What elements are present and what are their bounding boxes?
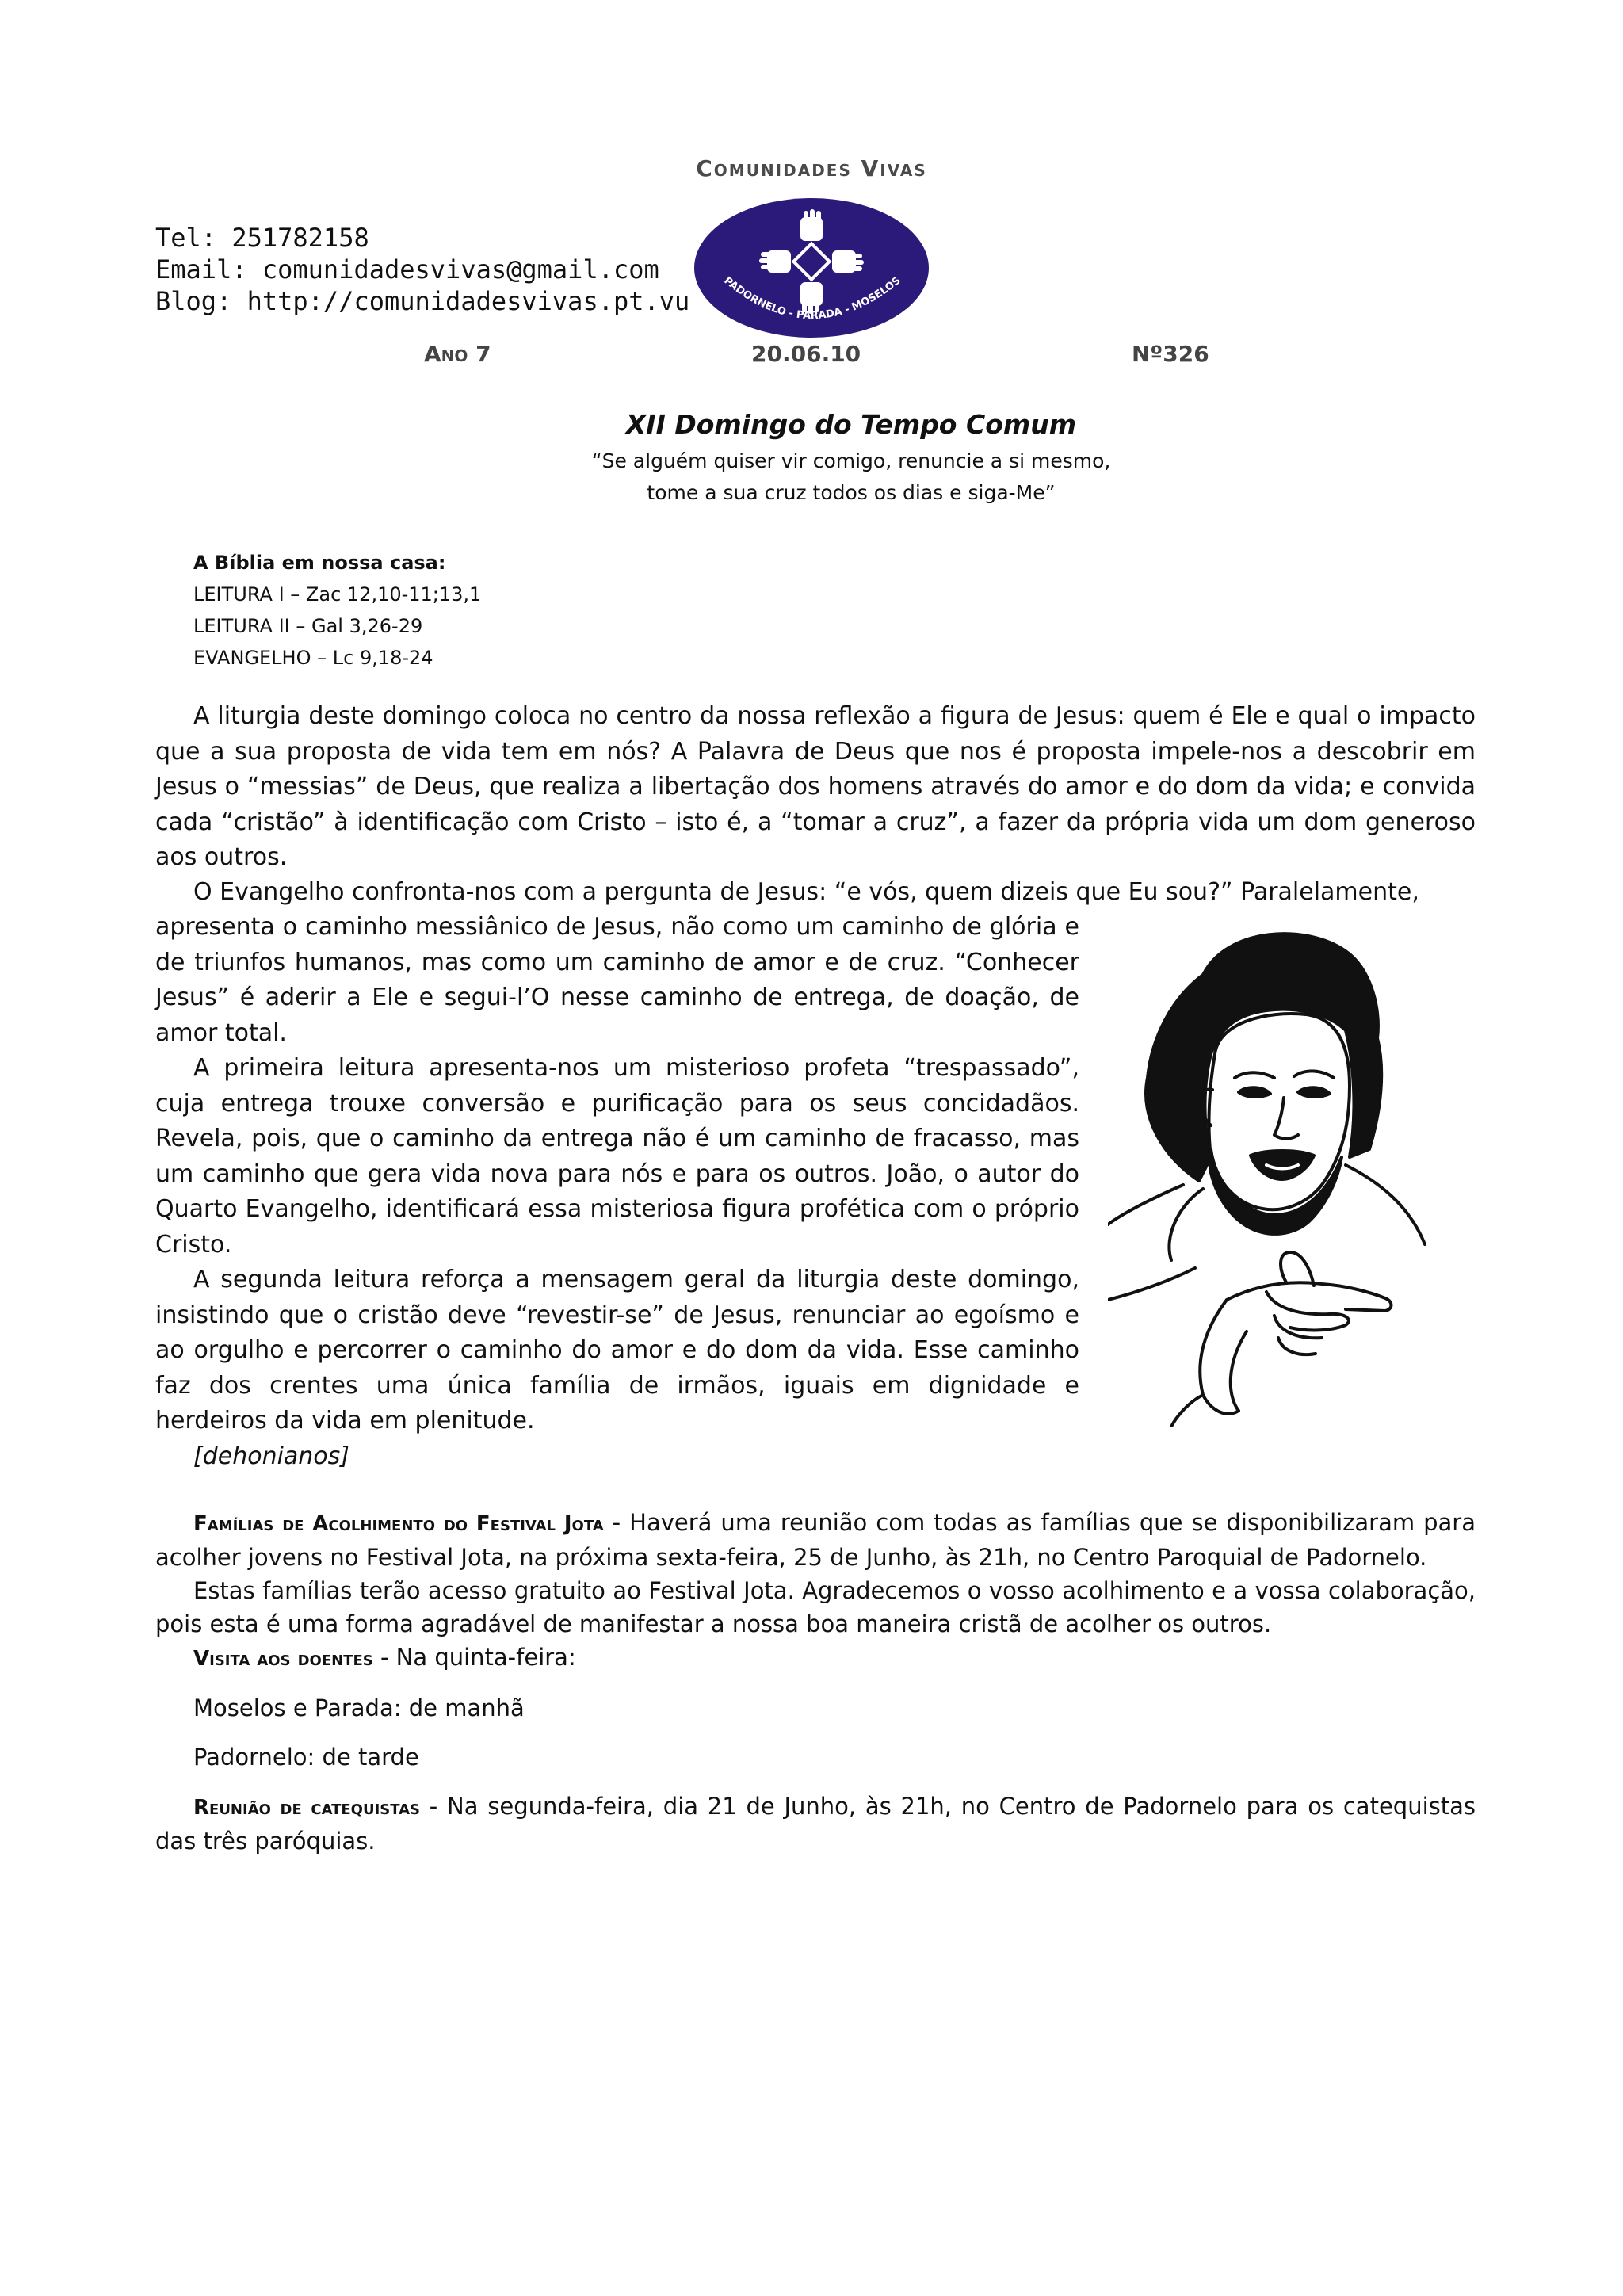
reflection-paragraph-1: A liturgia deste domingo coloca no centro da nossa reflexão a figura de Jesus: quem é Ele e qual o impacto que a sua proposta de vida tem em nós? A Palavra de Deus que nos é proposta impele-nos a descobrir em Jesus o “messias” de Deus, que realiza a libertação dos homens através do amor e do dom da vida; e convida cada “cristão” à identificação com Cristo – isto é, a “tomar a cruz”, a fazer da própria vida um dom generoso aos outros. bbox=[155, 702, 1476, 871]
contact-email: Email: comunidadesvivas@gmail.com bbox=[155, 254, 659, 285]
notice-visit-moselos: Moselos e Parada: de manhã bbox=[193, 1694, 525, 1721]
issue-year: Ano 7 bbox=[424, 341, 491, 367]
reflection-paragraph-3: A primeira leitura apresenta-nos um misterioso profeta “trespassado”, cuja entrega trouxe conversão e purificação para os seus concidadãos. Revela, pois, que o caminho da entrega não é um caminho de fracasso, mas um caminho que gera vida nova para nós e para os outros. João, o autor do Quarto Evangelho, identificará essa misteriosa figura profética com o próprio Cristo. bbox=[155, 1054, 1079, 1259]
reflection-paragraph-2-start: O Evangelho confronta-nos com a pergunta de Jesus: “e vós, quem dizeis que Eu sou?” Paralelamente, bbox=[193, 878, 1419, 906]
issue-date: 20.06.10 bbox=[751, 341, 861, 367]
notice-catechists-heading: Reunião de catequistas bbox=[193, 1796, 421, 1820]
notice-catechists-text: - Na segunda-feira, dia 21 de Junho, às 21h, no Centro de Padornelo para os catequistas das três paróquias. bbox=[155, 1793, 1476, 1855]
reflection-column bbox=[155, 910, 1079, 1474]
contact-phone: Tel: 251782158 bbox=[155, 223, 369, 253]
contact-block bbox=[155, 222, 689, 317]
notice-festival-2: Estas famílias terão acesso gratuito ao Festival Jota. Agradecemos o vosso acolhimento e a vossa colaboração, pois esta é uma forma agradável de manifestar a nossa boa maneira cristã de acolher os outros. bbox=[155, 1577, 1476, 1637]
gospel-reading: EVANGELHO – Lc 9,18-24 bbox=[193, 647, 433, 669]
notice-visit-padornelo: Padornelo: de tarde bbox=[193, 1744, 419, 1771]
issue-number: Nº326 bbox=[1132, 341, 1209, 367]
bible-heading: A Bíblia em nossa casa: bbox=[193, 552, 446, 574]
reflection-paragraph-4: A segunda leitura reforça a mensagem geral da liturgia deste domingo, insistindo que o cristão deve “revestir-se” de Jesus, renunciar ao egoísmo e ao orgulho e percorrer o caminho do amor e do dom da vida. Esse caminho faz dos crentes uma única família de irmãos, iguais em dignidade e herdeiros da vida em plenitude. bbox=[155, 1266, 1079, 1435]
quote-line-1: “Se alguém quiser vir comigo, renuncie a si mesmo, bbox=[591, 449, 1111, 472]
logo-text: PADORNELO - PARADA - MOSELOS bbox=[721, 274, 903, 323]
masthead-title: Comunidades Vivas bbox=[696, 155, 927, 181]
notice-visit-heading: Visita aos doentes bbox=[193, 1647, 373, 1671]
liturgy-title: XII Domingo do Tempo Comum bbox=[625, 409, 1077, 440]
community-logo bbox=[693, 197, 930, 339]
reflection-paragraph-2-rest: apresenta o caminho messiânico de Jesus, não como um caminho de glória e de triunfos humanos, mas como um caminho de amor e de cruz. “Conhecer Jesus” é aderir a Ele e segui-l’O nesse caminho de entrega, de doação, de amor total. bbox=[155, 913, 1079, 1047]
reading-2: LEITURA II – Gal 3,26-29 bbox=[193, 615, 423, 637]
notice-festival-heading: Famílias de Acolhimento do Festival Jota bbox=[193, 1512, 604, 1536]
notice-festival-text: - Haverá uma reunião com todas as famílias que se disponibilizaram para acolher jovens no Festival Jota, na próxima sexta-feira, 25 de Junho, às 21h, no Centro Paroquial de Padornelo. bbox=[155, 1509, 1476, 1571]
notice-festival bbox=[155, 1506, 1476, 1574]
contact-blog: Blog: http://comunidadesvivas.pt.vu bbox=[155, 286, 690, 316]
notice-visit bbox=[155, 1641, 1476, 1675]
reading-1: LEITURA I – Zac 12,10-11;13,1 bbox=[193, 583, 482, 606]
notice-visit-text: - Na quinta-feira: bbox=[372, 1644, 576, 1671]
bible-readings bbox=[193, 547, 481, 674]
quote-line-2: tome a sua cruz todos os dias e siga-Me” bbox=[647, 481, 1056, 504]
jesus-pointing-illustration bbox=[1108, 919, 1457, 1427]
reflection-source: [dehonianos] bbox=[193, 1442, 350, 1470]
notices-section bbox=[155, 1506, 1476, 1858]
liturgy-quote bbox=[0, 445, 1623, 509]
notice-catechists bbox=[155, 1790, 1476, 1858]
